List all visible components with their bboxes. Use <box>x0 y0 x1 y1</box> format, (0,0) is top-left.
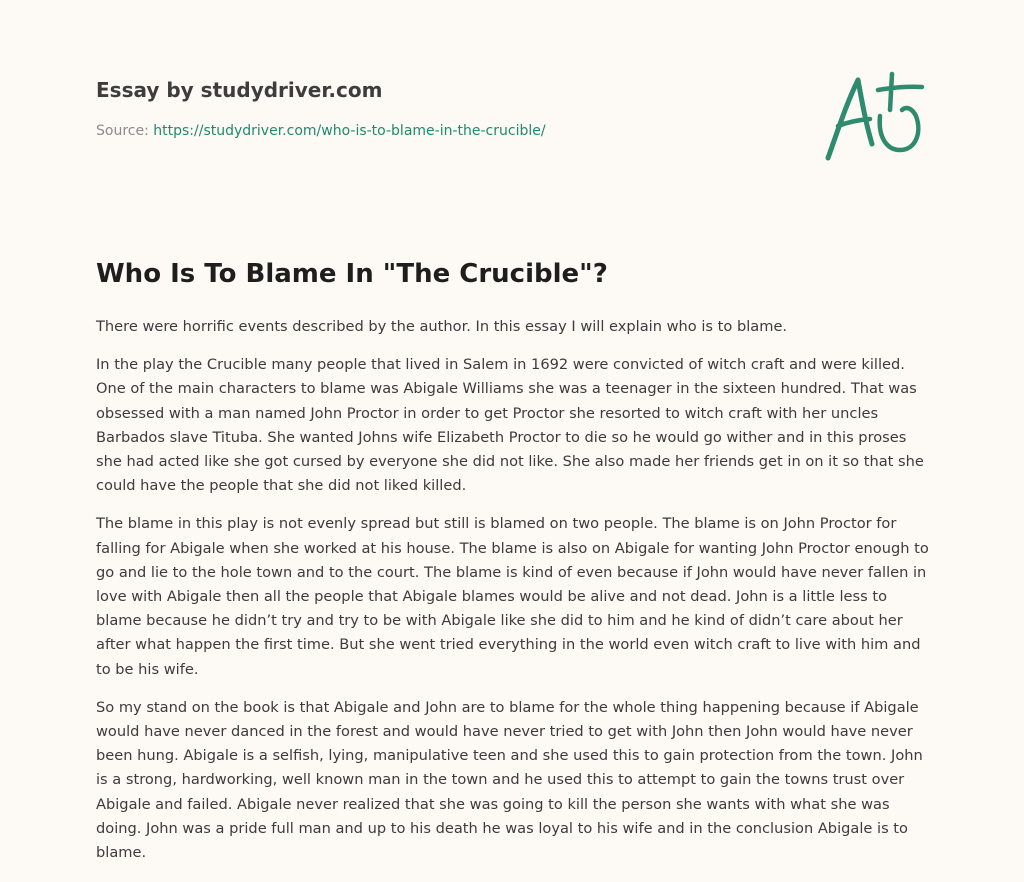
essay-paragraph: The blame in this play is not evenly spread but still is blamed on two people. The blame is on John Proctor for falling for Abigale when she worked at his house. The blame is also on Abigale for wanting John Proctor enough to go and lie to the hole town and to the court. The blame is kind of even because if John would have never fallen in love with Abigale then all the people that Abigale blames would be alive and not dead. John is a little less to blame because he didn’t try and try to be with Abigale like she did to him and he kind of didn’t care about her after what happen the first time. But she went tried everything in the world even witch craft to live with him and to be his wife. <box>96 515 929 678</box>
essay-paragraph: There were horrific events described by the author. In this essay I will explain who is to blame. <box>96 318 788 335</box>
essay-paragraph: In the play the Crucible many people that lived in Salem in 1692 were convicted of witch craft and were killed. One of the main characters to blame was Abigale Williams she was a teenager in the sixteen hundred. That was obsessed with a man named John Proctor in order to get Proctor she resorted to witch craft with her uncles Barbados slave Tituba. She wanted Johns wife Elizabeth Proctor to die so he would go wither and in this proses she had acted like she got cursed by everyone she did not like. She also made her friends get in on it so that she could have the people that she did not liked killed. <box>96 356 924 495</box>
essay-paragraph: So my stand on the book is that Abigale and John are to blame for the whole thing happening because if Abigale would have never danced in the forest and would have never tried to get with John then John would have never been hung. Abigale is a selfish, lying, manipulative teen and she used this to gain protection from the town. John is a strong, hardworking, well known man in the town and he used this to attempt to gain the towns trust over Abigale and failed. Abigale never realized that she was going to kill the person she wants with what she was doing. John was a pride full man and up to his death he was loyal to his wife and in the conclusion Abigale is to blame. <box>96 698 923 862</box>
a-plus-logo-icon <box>822 66 930 166</box>
essay-content <box>96 254 930 879</box>
site-brand: Essay by studydriver.com <box>96 78 383 102</box>
source-label: Source: <box>96 123 149 139</box>
essay-header <box>96 76 796 141</box>
source-line <box>96 121 796 141</box>
essay-title: Who Is To Blame In "The Crucible"? <box>96 259 608 289</box>
source-link[interactable]: https://studydriver.com/who-is-to-blame-in-the-crucible/ <box>153 123 546 139</box>
